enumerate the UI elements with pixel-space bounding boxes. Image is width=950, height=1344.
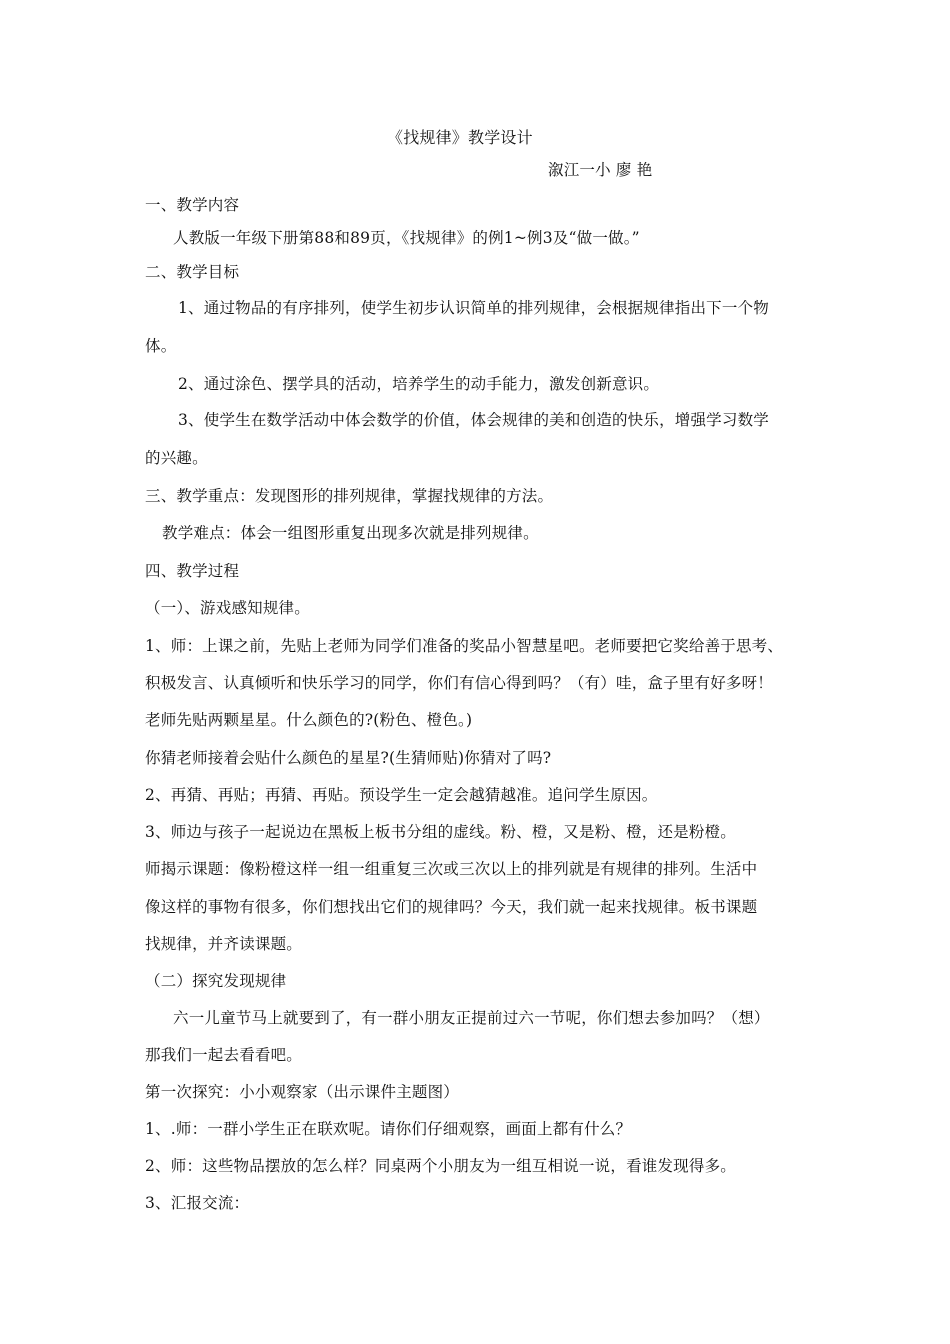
section-heading: 一、教学内容: [145, 196, 240, 214]
paragraph-line: 1、.师：一群小学生正在联欢呢。请你们仔细观察，画面上都有什么？: [145, 1120, 632, 1138]
paragraph-line: 2、师：这些物品摆放的怎么样？同桌两个小朋友为一组互相说一说，看谁发现得多。: [145, 1157, 736, 1175]
paragraph-line: 2、通过涂色、摆学具的活动，培养学生的动手能力，激发创新意识。: [178, 375, 660, 393]
paragraph-line: 3、师边与孩子一起说边在黑板上板书分组的虚线。粉、橙，又是粉、橙，还是粉橙。: [145, 823, 736, 841]
paragraph-line: 那我们一起去看看吧。: [145, 1046, 303, 1064]
paragraph-line: 老师先贴两颗星星。什么颜色的?(粉色、橙色。): [145, 711, 473, 729]
paragraph-line: 1、师：上课之前，先贴上老师为同学们准备的奖品小智慧星吧。老师要把它奖给善于思考、: [145, 637, 784, 655]
paragraph-line: 师揭示课题：像粉橙这样一组一组重复三次或三次以上的排列就是有规律的排列。生活中: [145, 860, 758, 878]
section-heading: 三、教学重点：发现图形的排列规律，掌握找规律的方法。: [145, 487, 554, 505]
paragraph-line: 人教版一年级下册第88和89页，《找规律》的例1~例3及“做一做。”: [173, 229, 640, 247]
paragraph-line: 3、汇报交流：: [145, 1194, 250, 1212]
doc-title: 《找规律》教学设计: [387, 128, 533, 147]
paragraph-line: 你猜老师接着会贴什么颜色的星星?(生猜师贴)你猜对了吗?: [145, 749, 552, 767]
paragraph-line: 3、使学生在数学活动中体会数学的价值，体会规律的美和创造的快乐，增强学习数学: [178, 411, 769, 429]
paragraph-line: 第一次探究：小小观察家（出示课件主题图）: [145, 1083, 460, 1101]
paragraph-line: 2、再猜、再贴；再猜、再贴。预设学生一定会越猜越准。追问学生原因。: [145, 786, 658, 804]
subsection-heading: （一）、游戏感知规律。: [145, 599, 310, 617]
paragraph-line: 1、通过物品的有序排列，使学生初步认识简单的排列规律，会根据规律指出下一个物: [178, 299, 769, 317]
section-heading: 二、教学目标: [145, 263, 240, 281]
paragraph-line: 的兴趣。: [145, 449, 208, 467]
paragraph-line: 像这样的事物有很多，你们想找出它们的规律吗？今天，我们就一起来找规律。板书课题: [145, 898, 758, 916]
paragraph-line: 教学难点：体会一组图形重复出现多次就是排列规律。: [162, 524, 539, 542]
subsection-heading: （二）探究发现规律: [145, 972, 287, 990]
paragraph-line: 六一儿童节马上就要到了，有一群小朋友正提前过六一节呢，你们想去参加吗？（想）: [173, 1009, 770, 1027]
paragraph-line: 体。: [145, 337, 177, 355]
paragraph-line: 找规律，并齐读课题。: [145, 935, 303, 953]
doc-author: 溆江一小 廖 艳: [548, 161, 653, 179]
paragraph-line: 积极发言、认真倾听和快乐学习的同学，你们有信心得到吗？（有）哇，盒子里有好多呀！: [145, 674, 774, 692]
section-heading: 四、教学过程: [145, 562, 240, 580]
